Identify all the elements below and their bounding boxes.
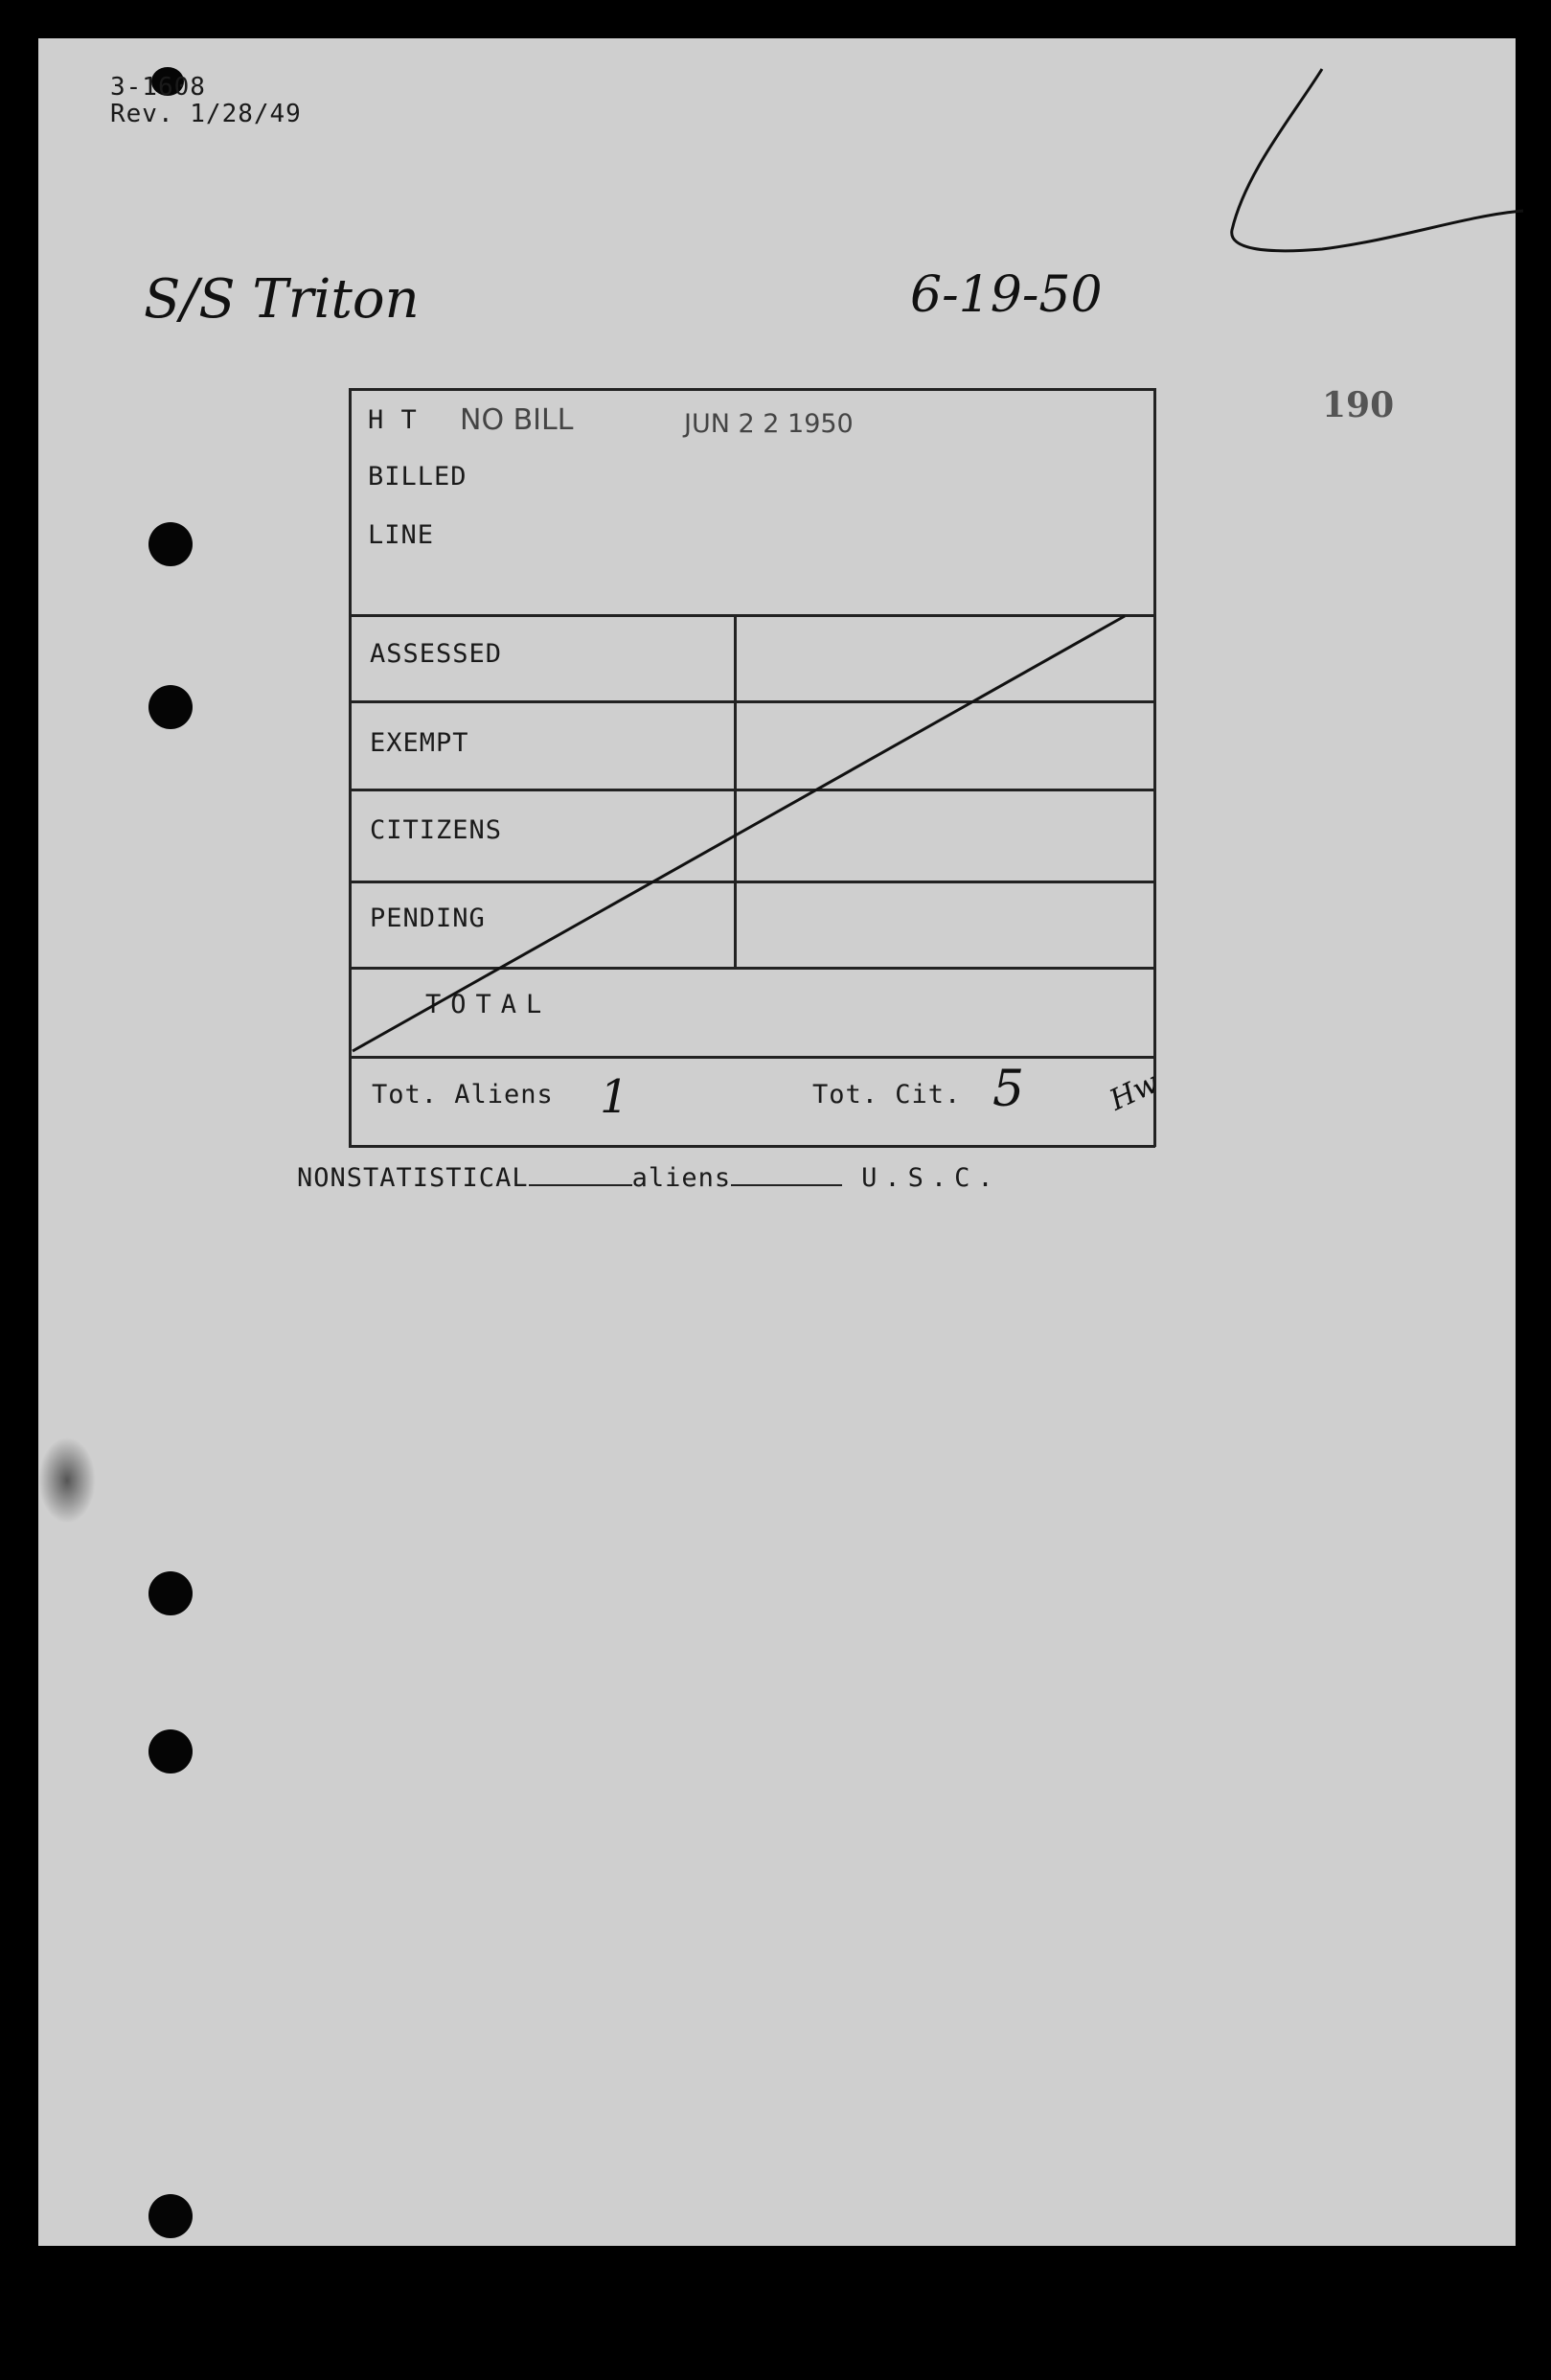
blank-field <box>731 1161 842 1186</box>
document-page <box>38 38 1516 2246</box>
nonstatistical-line <box>297 1161 1001 1193</box>
label-pending: PENDING <box>370 904 486 933</box>
label-assessed: ASSESSED <box>370 639 503 669</box>
punch-hole <box>148 522 193 566</box>
form-number: 3-1608 <box>110 73 206 102</box>
handwritten-initials: Hw <box>1105 1065 1164 1118</box>
label-total: TOTAL <box>425 990 552 1019</box>
page-number: 190 <box>1322 385 1395 425</box>
label-usc: U.S.C. <box>861 1163 1001 1193</box>
punch-hole <box>148 2194 193 2238</box>
label-line: LINE <box>368 520 435 550</box>
label-citizens: CITIZENS <box>370 815 503 845</box>
label-billed: BILLED <box>368 462 468 492</box>
handwritten-mark <box>1207 57 1533 278</box>
punch-hole <box>148 1729 193 1774</box>
scan-smudge <box>38 1437 96 1523</box>
manifest-form <box>349 388 1155 1147</box>
label-ht: H T <box>368 405 418 435</box>
punch-hole <box>148 685 193 729</box>
label-exempt: EXEMPT <box>370 728 469 758</box>
label-total-aliens: Tot. Aliens <box>372 1080 554 1110</box>
punch-hole <box>148 1571 193 1615</box>
stamp-no-bill: NO BILL <box>460 403 574 437</box>
total-citizens-value: 5 <box>992 1061 1025 1118</box>
total-aliens-value: 1 <box>600 1070 629 1124</box>
label-nonstatistical: NONSTATISTICAL <box>297 1163 529 1193</box>
blank-field <box>529 1161 632 1186</box>
form-revision: Rev. 1/28/49 <box>110 100 302 128</box>
label-aliens: aliens <box>631 1163 732 1193</box>
vessel-name: S/S Triton <box>144 268 420 331</box>
cancellation-line <box>349 388 1155 1147</box>
label-total-citizens: Tot. Cit. <box>812 1080 962 1110</box>
handwritten-date: 6-19-50 <box>910 266 1103 324</box>
stamp-date: JUN 2 2 1950 <box>684 409 854 439</box>
